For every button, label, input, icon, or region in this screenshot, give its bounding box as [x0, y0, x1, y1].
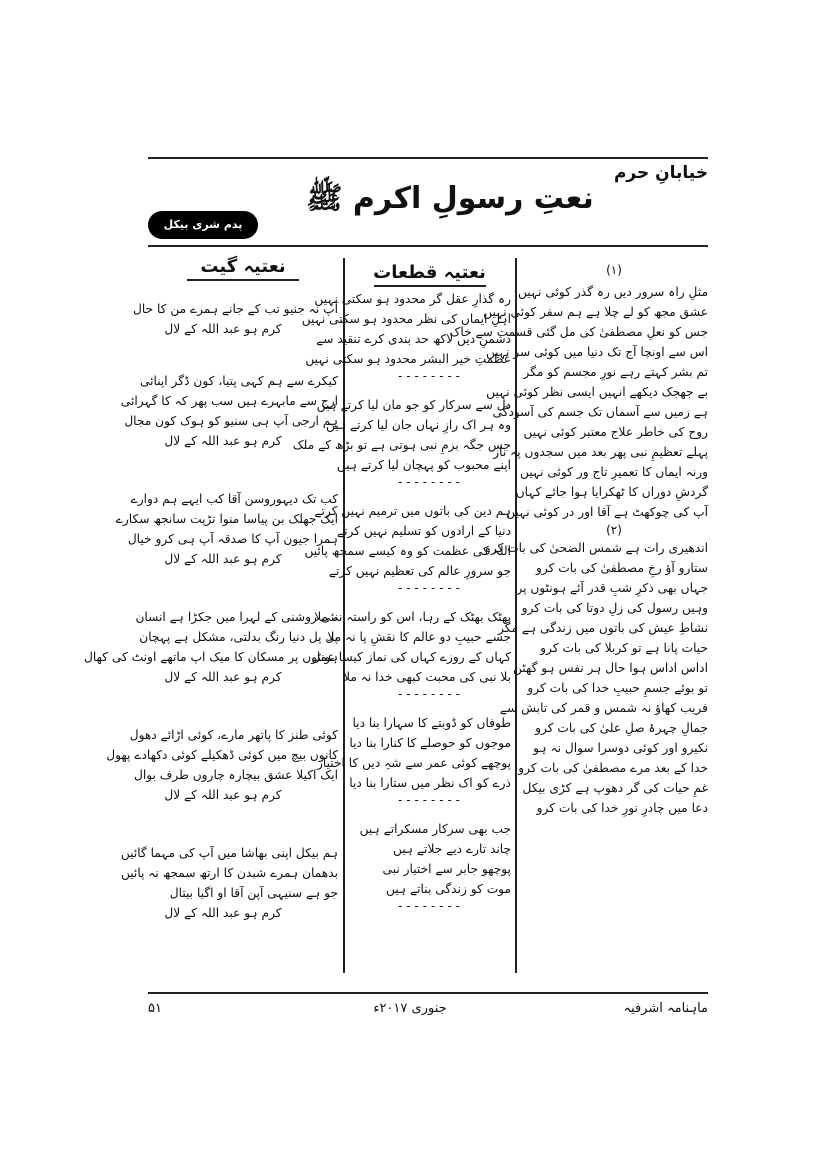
column-middle-qitaat — [292, 262, 511, 913]
verse-line: دل سے سرکار کو جو مان لیا کرتے ہیں — [316, 398, 511, 412]
separator: -------- — [396, 475, 463, 489]
verse-line: ذرے کو اک نظر میں ستارا بنا دیا — [349, 776, 511, 790]
refrain-line: کرم ہو عبد اللہ کے لال — [164, 788, 282, 802]
verse-line: جس جگہ بزمِ نبی ہوتی ہے تو بڑھ کے ملک — [292, 438, 511, 452]
verse-line: وہ ہر اک رازِ نہاں جان لیا کرتے ہیں — [326, 418, 511, 432]
verse-line: اس سے اونچا آج تک دنیا میں کوئی سر نہیں — [485, 345, 708, 359]
verse-line: ہمرا جیون آپ کا صدقہ آپ ہی کرو خیال — [127, 532, 338, 546]
separator: -------- — [396, 687, 463, 701]
verse-line: دعا میں چادرِ نورِ خدا کی بات کرو — [536, 801, 708, 815]
header-rule — [148, 245, 708, 247]
refrain-line: کرم ہو عبد اللہ کے لال — [164, 322, 282, 336]
geet-stanza-5 — [106, 725, 338, 805]
verse-line: تم بشر کہتے رہے نورِ مجسم کو مگر — [523, 365, 708, 379]
verse-line: پل پل دنیا رنگ بدلتی، مشکل ہے پہچان — [139, 630, 338, 644]
verse-line: موت کو زندگی بناتے ہیں — [386, 882, 511, 896]
author-badge: پدم شری بیکل اتساہی — [148, 211, 258, 239]
verse-line: فریب کھاؤ نہ شمس و قمر کی تابش سے — [499, 701, 708, 715]
separator: -------- — [396, 581, 463, 595]
verse-line: تو بوئے جسمِ حبیبِ خدا کی بات کرو — [527, 681, 708, 695]
verse-line: ہم ارجی آپ ہی سنیو کو ہوک کون مجال — [124, 414, 338, 428]
verse-line: کانوں بیچ میں کوئی ڈھکیلے کوئی دکھادے پھول — [106, 748, 338, 762]
verse-line: کیکرے سے ہم کہی پتیا، کون ڈگر اپنائی — [139, 374, 338, 388]
verse-line: بھٹک بھٹک کے رہا، اس کو راستہ نہ ملا — [314, 610, 511, 624]
verse-line: جو سرورِ عالم کی تعظیم نہیں کرتے — [328, 564, 511, 578]
verse-line: مثلِ راہ سرور دیں رہ گذر کوئی نہیں — [517, 285, 708, 299]
magazine-name: ماہنامہ اشرفیہ — [623, 1001, 708, 1016]
page-number: ۵۱ — [148, 1001, 162, 1016]
verse-line: اندھیری رات ہے شمس الضحیٰ کی بات کرو — [484, 541, 708, 555]
verse-line: ستارو آؤ رخِ مصطفیٰ کی بات کرو — [535, 561, 708, 575]
verse-line: بلا نبی کی محبت کبھی خدا نہ ملا — [343, 670, 511, 684]
column-right-poems — [449, 262, 708, 818]
geet-stanza-1 — [132, 299, 338, 339]
verse-line: موجوں کو حوصلے کا کنارا بنا دیا — [349, 736, 511, 750]
verse-line: اداس اداس ہوا حال ہر نفس ہو گھٹن — [513, 661, 708, 675]
verse-line: خدا کے بعد مرے مصطفیٰ کی بات کرو — [518, 761, 708, 775]
verse-line: جس کو نعلِ مصطفیٰ کی مل گئی قسمت سے خاک — [449, 325, 708, 339]
verse-line: عظمتِ خیر البشر محدود ہو سکتی نہیں — [305, 352, 511, 366]
verse-line: کوئی طنز کا پاتھر مارے، کوئی اڑائے دھول — [129, 728, 338, 742]
verse-line: روح کی خاطر علاج معتبر کوئی نہیں — [523, 425, 708, 439]
geet-stanza-2 — [120, 371, 338, 451]
page-title: نعتِ رسولِ اکرم ﷺ — [306, 181, 594, 216]
refrain-line: کرم ہو عبد اللہ کے لال — [164, 906, 282, 920]
verse-line: چاند تارے دیے جلاتے ہیں — [392, 842, 511, 856]
verse-line: دشمنِ دیں لاکھ حد بندی کرے تنقید سے — [316, 332, 511, 346]
separator: -------- — [396, 369, 463, 383]
verse-line: آپ کی چوکھٹ ہے آقا اور در کوئی نہیں — [506, 505, 708, 519]
poem-number: (۱) — [606, 263, 622, 277]
verse-line: نکیرو اور کوئی دوسرا سوال نہ ہو — [533, 741, 708, 755]
verse-line: کب تک دیہوروسن آقا کب ایہے ہم دوارے — [130, 492, 338, 506]
verse-line: ہم بیکل اپنی بھاشا میں آپ کی مہما گائیں — [120, 846, 338, 860]
verse-line: پوچھو جابر سے اختیار نبی — [382, 862, 511, 876]
verse-line: جو ہے سنیہی آپن آقا او اگیا بیتال — [169, 886, 338, 900]
verse-line: پوچھے کوئی عمر سے شہِ دیں کا اختیار — [317, 756, 511, 770]
verse-line: ورنہ ایماں کا تعمیرِ تاج ور کوئی نہیں — [519, 465, 708, 479]
qita-3 — [304, 501, 511, 595]
qita-2 — [292, 395, 511, 489]
verse-line: رہ گذارِ عقل گر محدود ہو سکتی نہیں — [314, 292, 511, 306]
column-left-geet — [84, 256, 338, 923]
verse-line: وہیں رسول کی زلِ دوتا کی بات کرو — [521, 601, 708, 615]
poem-1 — [449, 282, 708, 522]
verse-line: ایک جھلک بن پیاسا منوا تڑپت سانجھ سکارے — [115, 512, 338, 526]
refrain-line: کرم ہو عبد اللہ کے لال — [164, 552, 282, 566]
qita-6 — [348, 819, 511, 913]
column-divider-right — [515, 258, 517, 973]
refrain-line: کرم ہو عبد اللہ کے لال — [164, 670, 282, 684]
poem-2 — [484, 538, 708, 818]
verse-line: حیات پانا ہے تو کربلا کی بات کرو — [540, 641, 708, 655]
poem-number: (۲) — [606, 523, 622, 537]
issue-date: جنوری ۲۰۱۷ء — [373, 1001, 447, 1016]
verse-line: گردشِ دوراں کا ٹھکرایا ہوا جائے کہاں — [515, 485, 708, 499]
geet-stanza-6 — [120, 843, 338, 923]
verse-line: عشق مجھ کو لے چلا ہے ہم سفر کوئی نہیں — [483, 305, 708, 319]
verse-line: ہے زمیں سے آسماں تک جسم کی آسودگی — [492, 405, 708, 419]
qita-4 — [311, 607, 511, 701]
qita-5 — [317, 713, 511, 807]
verse-line: دنیا کے ارادوں کو تسلیم نہیں کرتے — [336, 524, 511, 538]
geet-stanza-3 — [115, 489, 338, 569]
top-rule — [148, 157, 708, 159]
verse-line: پہلے تعظیمِ نبی پھر بعد میں سجدوں پہ ناز — [493, 445, 708, 459]
verse-line: بے جھجک دیکھے انہیں ایسی نظر کوئی نہیں — [486, 385, 708, 399]
qita-1 — [301, 289, 511, 383]
verse-line: ارج سے مابہرے ہیں سب پھر کہ کا گہرائی — [120, 394, 338, 408]
verse-line: آپ نہ جنیو تب کے جانے ہمرے من کا حال — [132, 302, 338, 316]
verse-line: اپنے محبوب کو پہچان لیا کرتے ہیں — [336, 458, 511, 472]
refrain-line: کرم ہو عبد اللہ کے لال — [164, 434, 282, 448]
column-title: نعتیہ قطعات — [348, 262, 511, 287]
verse-line: جہاں بھی ذکرِ شبِ قدر آئے ہونٹوں پر — [516, 581, 708, 595]
separator: -------- — [396, 793, 463, 807]
verse-line: جسے حبیبِ دو عالم کا نقشِ پا نہ ملا — [327, 630, 511, 644]
separator: -------- — [396, 899, 463, 913]
verse-line: ہونٹوں پر مسکان کا میک اپ ماتھے اونٹ کی کھال — [84, 650, 338, 664]
footer-rule — [148, 992, 708, 994]
geet-stanza-4 — [84, 607, 338, 687]
section-title: خیابانِ حرم — [613, 163, 708, 183]
verse-line: نشاطِ عیش کی باتوں میں زندگی ہے مگر — [498, 621, 708, 635]
verse-line: طوفاں کو ڈوبتے کا سہارا بنا دیا — [352, 716, 511, 730]
verse-line: غمِ حیات کی گر دھوپ ہے کڑی بیکل — [522, 781, 708, 795]
verse-line: جب بھی سرکار مسکراتے ہیں — [359, 822, 511, 836]
verse-line: جمالِ چہرۂ صلِ علیٰ کی بات کرو — [535, 721, 708, 735]
verse-line: کہاں کے روزے کہاں کی نماز کیسا عمل — [311, 650, 511, 664]
verse-line: اللہ کی عظمت کو وہ کیسے سمجھ پائیں — [304, 544, 511, 558]
verse-line: نئی روشنی کے لہرا میں جکڑا ہے انسان — [135, 610, 338, 624]
verse-line: بدھمان ہمرے شبدن کا ارتھ سمجھ نہ پائیں — [120, 866, 338, 880]
column-title: نعتیہ گیت — [148, 256, 338, 281]
verse-line: اہلِ ایماں کی نظر محدود ہو سکتی نہیں — [301, 312, 511, 326]
verse-line: ہم دین کی باتوں میں ترمیم نہیں کرتے — [314, 504, 511, 518]
verse-line: ایک اکیلا عشق بیچارہ چاروں طرف بوال — [133, 768, 338, 782]
